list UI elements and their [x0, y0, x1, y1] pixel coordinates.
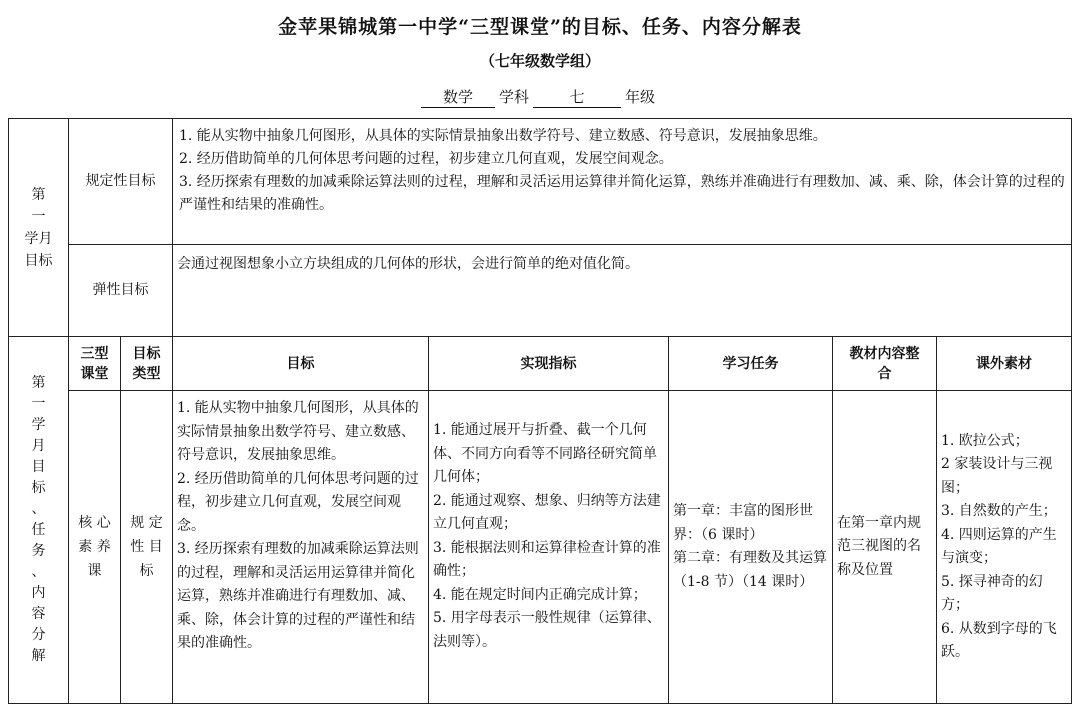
row-label-char: 目: [31, 459, 46, 475]
tasks-cell: [669, 391, 833, 704]
row-label-char: 第: [31, 375, 46, 391]
cell-line: 核 心: [78, 515, 111, 531]
row-label-char: 第: [31, 186, 46, 203]
cell-line: 标: [139, 563, 154, 579]
header-line: 类型: [132, 365, 161, 382]
task-item: 第二章：有理数及其运算（1-8 节）（14 课时）: [673, 550, 827, 590]
material-item: 1. 欧拉公式；: [941, 432, 1029, 449]
subject-label: 学科: [498, 88, 529, 106]
goal-item: 2. 经历借助简单的几何体思考问题的过程，初步建立几何直观，发展空间观念。: [177, 470, 419, 534]
header-goal-type: [121, 337, 173, 391]
row-label-char: 学月: [24, 230, 53, 247]
row-label-char: 内: [31, 585, 46, 601]
classroom-type-cell: [69, 391, 121, 704]
cell-line: 规 定: [130, 515, 163, 531]
row-label-char: 分: [31, 627, 46, 643]
required-goal-content: [173, 119, 1072, 245]
row-label-char: 容: [31, 606, 46, 622]
header-materials: 课外素材: [937, 337, 1072, 391]
required-goal-item: 3. 经历探索有理数的加减乘除运算法则的过程，理解和灵活运用运算律并简化运算，熟练并准确进行有理数加、减、乘、除，体会计算的过程的严谨性和结果的准确性。: [179, 174, 1065, 213]
cell-line: 课: [87, 563, 102, 579]
monthly-goals-table: [8, 118, 1072, 337]
row-label-char: 一: [31, 396, 46, 412]
required-goal-label: 规定性目标: [69, 119, 173, 245]
goal-item: 3. 经历探索有理数的加减乘除运算法则的过程，理解和灵活运用运算律并简化运算，熟练并准确进行有理数加、减、乘、除，体会计算的过程的严谨性和结果的准确性。: [177, 541, 419, 651]
row-label-char: 解: [31, 648, 46, 664]
header-classroom: [69, 337, 121, 391]
breakdown-table: [8, 336, 1072, 704]
page-subtitle: （七年级数学组）: [479, 52, 600, 70]
row-label-char: 月: [31, 438, 46, 454]
indicator-item: 4. 能在规定时间内正确完成计算；: [433, 586, 647, 603]
goal-item: 1. 能从实物中抽象几何图形，从具体的实际情景抽象出数学符号、建立数感、符号意识，发展抽象思维。: [177, 400, 419, 463]
subject-value: 数学: [421, 86, 495, 108]
header-line: 目标: [132, 345, 161, 362]
row-label-char: 、: [31, 564, 46, 580]
row-label-char: 任: [31, 522, 46, 538]
material-item: 4. 四则运算的产生与演变；: [941, 526, 1057, 566]
indicators-cell: [429, 391, 669, 704]
header-line: 课堂: [80, 365, 109, 382]
goal-type-cell: [121, 391, 173, 704]
required-goal-item: 2. 经历借助简单的几何体思考问题的过程，初步建立几何直观，发展空间观念。: [179, 151, 673, 167]
material-item: 2 家装设计与三视图；: [941, 456, 1053, 496]
subject-grade-line: [0, 86, 1080, 108]
material-item: 6. 从数到字母的飞跃。: [941, 620, 1057, 660]
row-label-char: 务: [31, 543, 46, 559]
header-tasks: 学习任务: [669, 337, 833, 391]
material-item: 3. 自然数的产生；: [941, 503, 1057, 519]
row-label-char: 、: [31, 501, 46, 517]
indicator-item: 2. 能通过观察、想象、归纳等方法建立几何直观；: [433, 492, 661, 532]
cell-line: 性 目: [130, 539, 163, 555]
integration-cell: 在第一章内规范三视图的名称及位置: [833, 391, 937, 704]
header-indicators: 实现指标: [429, 337, 669, 391]
task-item: 第一章：丰富的图形世界：（6 课时）: [673, 503, 813, 543]
flexible-goal-label: 弹性目标: [69, 245, 173, 337]
indicator-item: 5. 用字母表示一般性规律（运算律、法则等）。: [433, 610, 661, 650]
header-goal: 目标: [173, 337, 429, 391]
grade-label: 年级: [625, 88, 656, 106]
indicator-item: 3. 能根据法则和运算律检查计算的准确性；: [433, 539, 661, 579]
header-line: 三型: [80, 345, 109, 362]
breakdown-row-label: [9, 337, 69, 704]
grade-value: 七: [533, 86, 621, 108]
cell-line: 素 养: [78, 539, 111, 555]
required-goal-item: 1. 能从实物中抽象几何图形，从具体的实际情景抽象出数学符号、建立数感、符号意识，发展抽象思维。: [179, 128, 827, 144]
row-label-char: 目标: [24, 252, 53, 269]
row-label-char: 学: [31, 417, 46, 433]
indicator-item: 1. 能通过展开与折叠、截一个几何体、不同方向看等不同路径研究简单几何体；: [433, 422, 657, 485]
header-line: 教材内容整: [849, 345, 920, 362]
monthly-goals-row-label: [9, 119, 69, 337]
flexible-goal-content: 会通过视图想象小立方块组成的几何体的形状，会进行简单的绝对值化简。: [173, 245, 1072, 337]
goal-cell: [173, 391, 429, 704]
header-line: 合: [877, 365, 892, 382]
page-title: 金苹果锦城第一中学“三型课堂”的目标、任务、内容分解表: [278, 16, 802, 38]
row-label-char: 标: [31, 480, 46, 496]
material-item: 5. 探寻神奇的幻方；: [941, 573, 1043, 613]
row-label-char: 一: [31, 208, 46, 225]
header-integration: [833, 337, 937, 391]
materials-cell: [937, 391, 1072, 704]
